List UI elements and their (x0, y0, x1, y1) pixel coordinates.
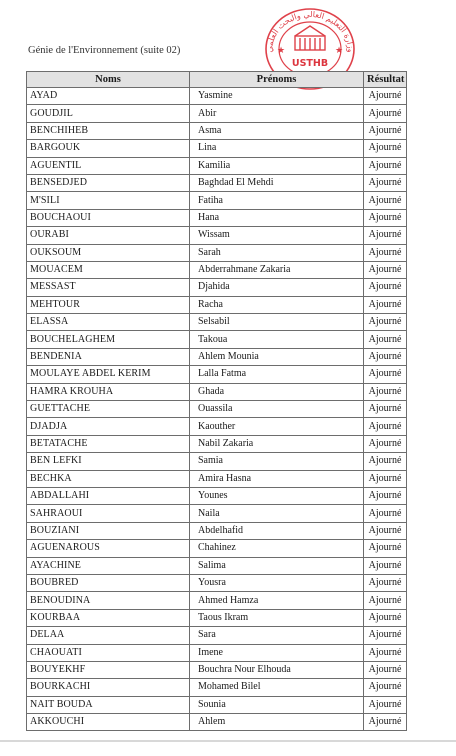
table-row (27, 696, 407, 713)
cell-resultat: Ajourné (364, 679, 407, 696)
stamp-center-text: USTHB (291, 58, 329, 69)
cell-nom: DJADJA (27, 418, 190, 435)
cell-nom: BENOUDINA (27, 592, 190, 609)
cell-resultat: Ajourné (364, 627, 407, 644)
cell-nom: BOUZIANI (27, 522, 190, 539)
table-row (27, 574, 407, 591)
cell-resultat: Ajourné (364, 122, 407, 139)
cell-resultat: Ajourné (364, 174, 407, 191)
cell-nom: BOURKACHI (27, 679, 190, 696)
table-row (27, 105, 407, 122)
cell-nom: KOURBAA (27, 609, 190, 626)
table-row (27, 314, 407, 331)
cell-prenom: Takoua (190, 331, 364, 348)
table-row (27, 487, 407, 504)
cell-prenom: Lalla Fatma (190, 366, 364, 383)
cell-resultat: Ajourné (364, 88, 407, 105)
cell-nom: BECHKA (27, 470, 190, 487)
cell-prenom: Asma (190, 122, 364, 139)
cell-nom: MEHTOUR (27, 296, 190, 313)
table-row (27, 227, 407, 244)
cell-resultat: Ajourné (364, 314, 407, 331)
cell-nom: CHAOUATI (27, 644, 190, 661)
table-row (27, 366, 407, 383)
cell-nom: M'SILI (27, 192, 190, 209)
cell-prenom: Sounia (190, 696, 364, 713)
cell-prenom: Djahida (190, 279, 364, 296)
cell-nom: BOUCHELAGHEM (27, 331, 190, 348)
cell-prenom: Selsabil (190, 314, 364, 331)
table-row (27, 505, 407, 522)
cell-resultat: Ajourné (364, 540, 407, 557)
cell-nom: MOULAYE ABDEL KERIM (27, 366, 190, 383)
cell-prenom: Imene (190, 644, 364, 661)
cell-prenom: Taous Ikram (190, 609, 364, 626)
document-caption: Génie de l'Environnement (suite 02) (28, 45, 181, 56)
table-row (27, 435, 407, 452)
table-row (27, 244, 407, 261)
cell-resultat: Ajourné (364, 487, 407, 504)
results-table (26, 71, 407, 731)
table-row (27, 540, 407, 557)
header-noms: Noms (27, 72, 190, 88)
cell-prenom: Kaouther (190, 418, 364, 435)
cell-prenom: Racha (190, 296, 364, 313)
cell-resultat: Ajourné (364, 383, 407, 400)
cell-prenom: Yousra (190, 574, 364, 591)
table-row (27, 88, 407, 105)
cell-nom: NAIT BOUDA (27, 696, 190, 713)
cell-resultat: Ajourné (364, 592, 407, 609)
cell-prenom: Ahlem (190, 714, 364, 731)
cell-resultat: Ajourné (364, 661, 407, 678)
cell-prenom: Abir (190, 105, 364, 122)
cell-resultat: Ajourné (364, 192, 407, 209)
cell-resultat: Ajourné (364, 140, 407, 157)
cell-prenom: Sara (190, 627, 364, 644)
cell-resultat: Ajourné (364, 522, 407, 539)
cell-resultat: Ajourné (364, 331, 407, 348)
cell-nom: GOUDJIL (27, 105, 190, 122)
cell-resultat: Ajourné (364, 401, 407, 418)
cell-nom: MESSAST (27, 279, 190, 296)
table-row (27, 122, 407, 139)
cell-nom: BARGOUK (27, 140, 190, 157)
cell-nom: BOUBRED (27, 574, 190, 591)
cell-resultat: Ajourné (364, 505, 407, 522)
table-row (27, 714, 407, 731)
table-row (27, 331, 407, 348)
cell-nom: OUKSOUM (27, 244, 190, 261)
table-row (27, 679, 407, 696)
cell-prenom: Fatiha (190, 192, 364, 209)
cell-nom: BENDENIA (27, 348, 190, 365)
cell-prenom: Baghdad El Mehdi (190, 174, 364, 191)
cell-prenom: Amira Hasna (190, 470, 364, 487)
table-row (27, 661, 407, 678)
cell-prenom: Bouchra Nour Elhouda (190, 661, 364, 678)
cell-prenom: Wissam (190, 227, 364, 244)
cell-nom: AKKOUCHI (27, 714, 190, 731)
cell-nom: BENCHIHEB (27, 122, 190, 139)
table-row (27, 192, 407, 209)
cell-nom: BETATACHE (27, 435, 190, 452)
table-row (27, 383, 407, 400)
cell-resultat: Ajourné (364, 279, 407, 296)
cell-nom: BENSEDJED (27, 174, 190, 191)
header-prenoms: Prénoms (190, 72, 364, 88)
cell-prenom: Ouassila (190, 401, 364, 418)
cell-resultat: Ajourné (364, 157, 407, 174)
table-row (27, 348, 407, 365)
cell-resultat: Ajourné (364, 209, 407, 226)
cell-nom: HAMRA KROUHA (27, 383, 190, 400)
cell-nom: OURABI (27, 227, 190, 244)
cell-resultat: Ajourné (364, 244, 407, 261)
table-row (27, 627, 407, 644)
star-icon: ★ (277, 46, 286, 56)
cell-prenom: Ahmed Hamza (190, 592, 364, 609)
cell-nom: AGUENTIL (27, 157, 190, 174)
table-row (27, 140, 407, 157)
cell-prenom: Hana (190, 209, 364, 226)
cell-prenom: Nabil Zakaria (190, 435, 364, 452)
cell-prenom: Naila (190, 505, 364, 522)
cell-nom: MOUACEM (27, 261, 190, 278)
cell-nom: DELAA (27, 627, 190, 644)
table-row (27, 279, 407, 296)
cell-resultat: Ajourné (364, 557, 407, 574)
cell-prenom: Younes (190, 487, 364, 504)
table-row (27, 296, 407, 313)
cell-resultat: Ajourné (364, 470, 407, 487)
cell-resultat: Ajourné (364, 644, 407, 661)
table-row (27, 174, 407, 191)
table-row (27, 609, 407, 626)
cell-resultat: Ajourné (364, 609, 407, 626)
cell-resultat: Ajourné (364, 227, 407, 244)
cell-nom: SAHRAOUI (27, 505, 190, 522)
cell-nom: BOUYEKHF (27, 661, 190, 678)
cell-resultat: Ajourné (364, 418, 407, 435)
cell-resultat: Ajourné (364, 453, 407, 470)
cell-prenom: Yasmine (190, 88, 364, 105)
cell-resultat: Ajourné (364, 105, 407, 122)
cell-nom: GUETTACHE (27, 401, 190, 418)
cell-resultat: Ajourné (364, 296, 407, 313)
cell-resultat: Ajourné (364, 714, 407, 731)
star-icon: ★ (335, 46, 344, 56)
table-row (27, 418, 407, 435)
cell-prenom: Abdelhafid (190, 522, 364, 539)
table-row (27, 470, 407, 487)
cell-prenom: Sarah (190, 244, 364, 261)
cell-nom: ELASSA (27, 314, 190, 331)
cell-prenom: Samia (190, 453, 364, 470)
cell-prenom: Mohamed Bilel (190, 679, 364, 696)
stamp-arc-text: وزارة التعليم العالي والبحث العلمي (264, 9, 356, 53)
cell-prenom: Ghada (190, 383, 364, 400)
table-row (27, 453, 407, 470)
cell-prenom: Kamilia (190, 157, 364, 174)
cell-nom: BEN LEFKI (27, 453, 190, 470)
table-row (27, 261, 407, 278)
cell-nom: AGUENAROUS (27, 540, 190, 557)
cell-prenom: Salima (190, 557, 364, 574)
cell-nom: ABDALLAHI (27, 487, 190, 504)
cell-nom: AYACHINE (27, 557, 190, 574)
cell-nom: BOUCHAOUI (27, 209, 190, 226)
table-row (27, 644, 407, 661)
table-header-row (27, 72, 407, 88)
cell-prenom: Abderrahmane Zakaria (190, 261, 364, 278)
stamp-emblem (295, 26, 325, 50)
cell-prenom: Chahinez (190, 540, 364, 557)
cell-resultat: Ajourné (364, 261, 407, 278)
cell-prenom: Lina (190, 140, 364, 157)
table-row (27, 592, 407, 609)
cell-resultat: Ajourné (364, 366, 407, 383)
cell-resultat: Ajourné (364, 696, 407, 713)
cell-resultat: Ajourné (364, 348, 407, 365)
table-row (27, 557, 407, 574)
cell-nom: AYAD (27, 88, 190, 105)
cell-prenom: Ahlem Mounia (190, 348, 364, 365)
table-row (27, 522, 407, 539)
table-row (27, 209, 407, 226)
table-row (27, 157, 407, 174)
table-row (27, 401, 407, 418)
cell-resultat: Ajourné (364, 574, 407, 591)
page-divider (0, 740, 456, 742)
header-resultat: Résultat (364, 72, 407, 88)
cell-resultat: Ajourné (364, 435, 407, 452)
